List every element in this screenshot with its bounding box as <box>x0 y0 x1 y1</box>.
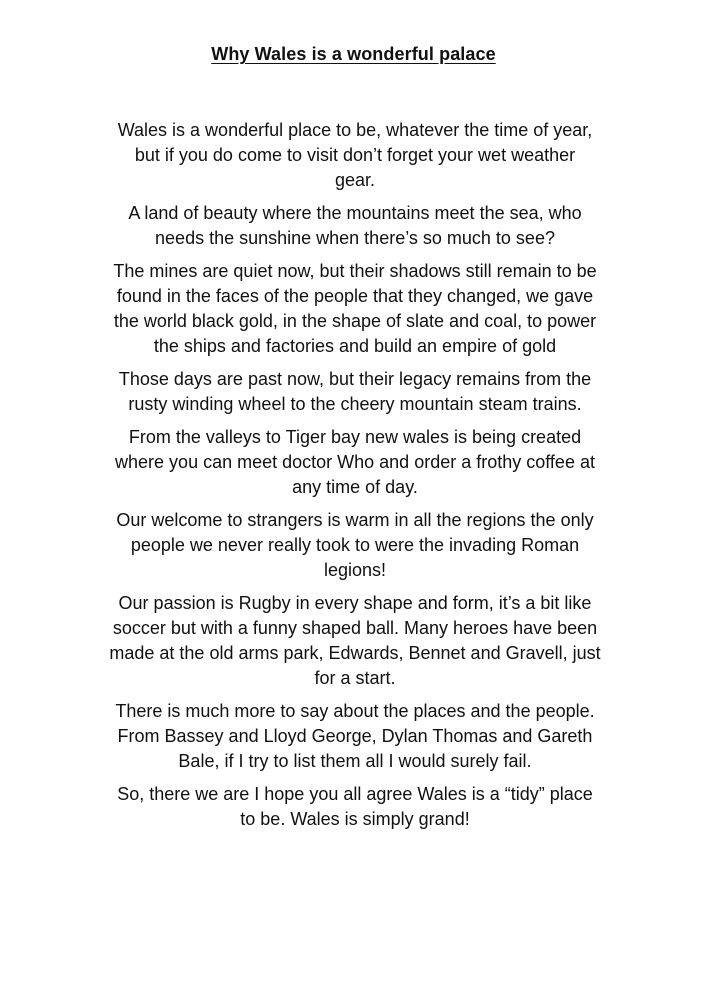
stanza: Our welcome to strangers is warm in all the regions the only people we never really took to were the invading Roman legions! <box>116 510 594 580</box>
stanza: So, there we are I hope you all agree Wales is a “tidy” place to be. Wales is simply grand! <box>117 784 593 829</box>
document-title: Why Wales is a wonderful palace <box>211 44 496 64</box>
stanza: From the valleys to Tiger bay new wales is being created where you can meet doctor Who and order a frothy coffee at any time of day. <box>115 427 595 497</box>
stanza: Wales is a wonderful place to be, whatever the time of year, but if you do come to visit don’t forget your wet weather gear. <box>117 120 593 190</box>
stanza: Our passion is Rugby in every shape and form, it’s a bit like soccer but with a funny shaped ball. Many heroes have been made at the old arms park, Edwards, Bennet and Gravell, just for a start. <box>109 593 601 688</box>
stanza: Those days are past now, but their legacy remains from the rusty winding wheel to the cheery mountain steam trains. <box>118 369 592 414</box>
stanza: The mines are quiet now, but their shadows still remain to be found in the faces of the people that they changed, we gave the world black gold, in the shape of slate and coal, to power the ships and factories and build an empire of gold <box>113 261 597 356</box>
stanza: There is much more to say about the places and the people. From Bassey and Lloyd George, Dylan Thomas and Gareth Bale, if I try to list them all I would surely fail. <box>115 701 595 771</box>
poem-body <box>72 118 638 840</box>
stanza: A land of beauty where the mountains meet the sea, who needs the sunshine when there’s so much to see? <box>128 203 582 248</box>
